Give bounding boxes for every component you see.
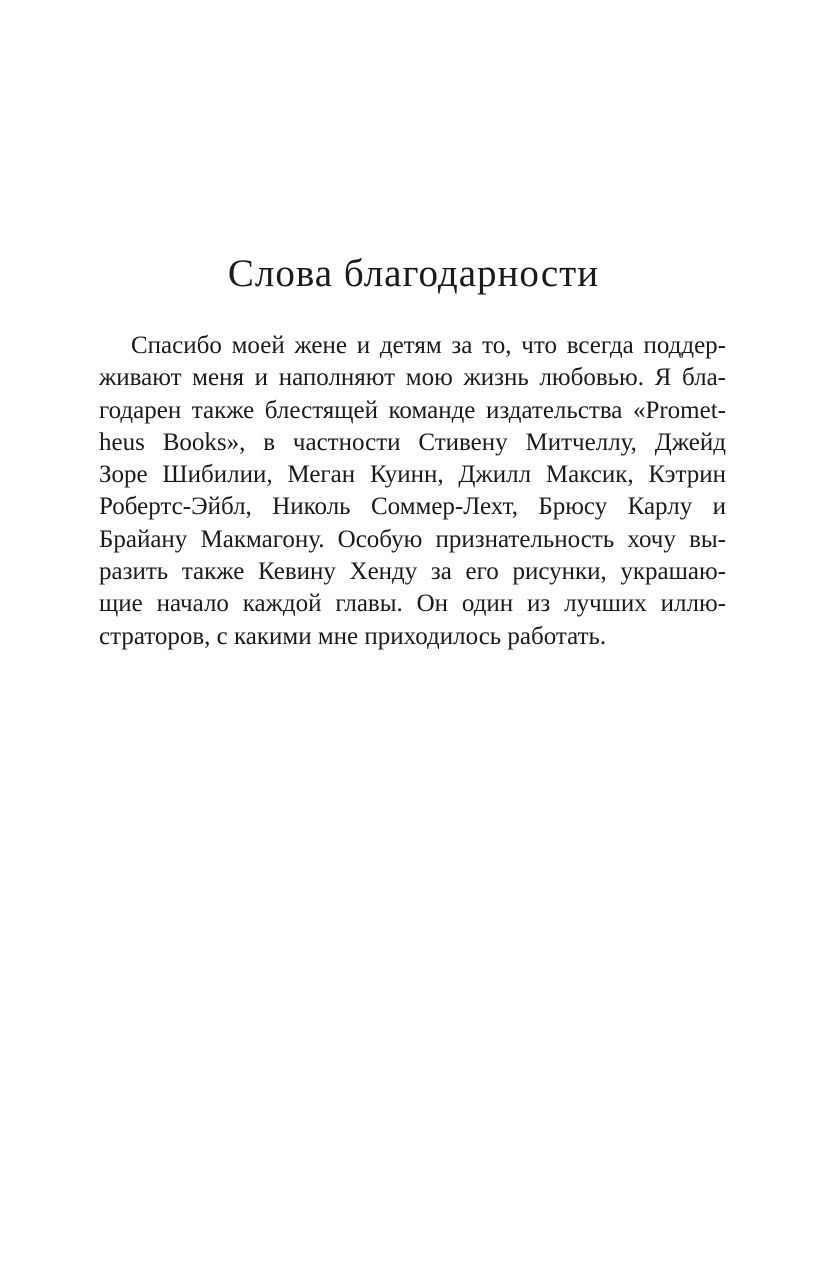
paragraph-line: живают меня и наполняют мою жизнь любовью. Я бла- [99,364,726,392]
paragraph-line: Брайану Макмагону. Особую признательность хочу вы- [99,525,726,553]
page-title: Слова благодарности [227,252,600,295]
paragraph-line: страторов, с какими мне приходилось работать. [99,622,607,650]
acknowledgements-paragraph [99,330,726,653]
paragraph-line: годарен также блестящей команде издательства «Promet- [99,396,726,424]
paragraph-line: heus Books», в частности Стивену Митчеллу, Джейд [99,428,726,456]
paragraph-line: Спасибо моей жене и детям за то, что всегда поддер- [131,332,726,359]
paragraph-line: щие начало каждой главы. Он один из лучших иллю- [99,590,726,618]
paragraph-line: разить также Кевину Хенду за его рисунки, украшаю- [99,558,726,586]
paragraph-line: Робертс-Эйбл, Николь Соммер-Лехт, Брюсу Карлу и [99,493,726,521]
paragraph-line: Зоре Шибилии, Меган Куинн, Джилл Максик, Кэтрин [99,461,726,489]
